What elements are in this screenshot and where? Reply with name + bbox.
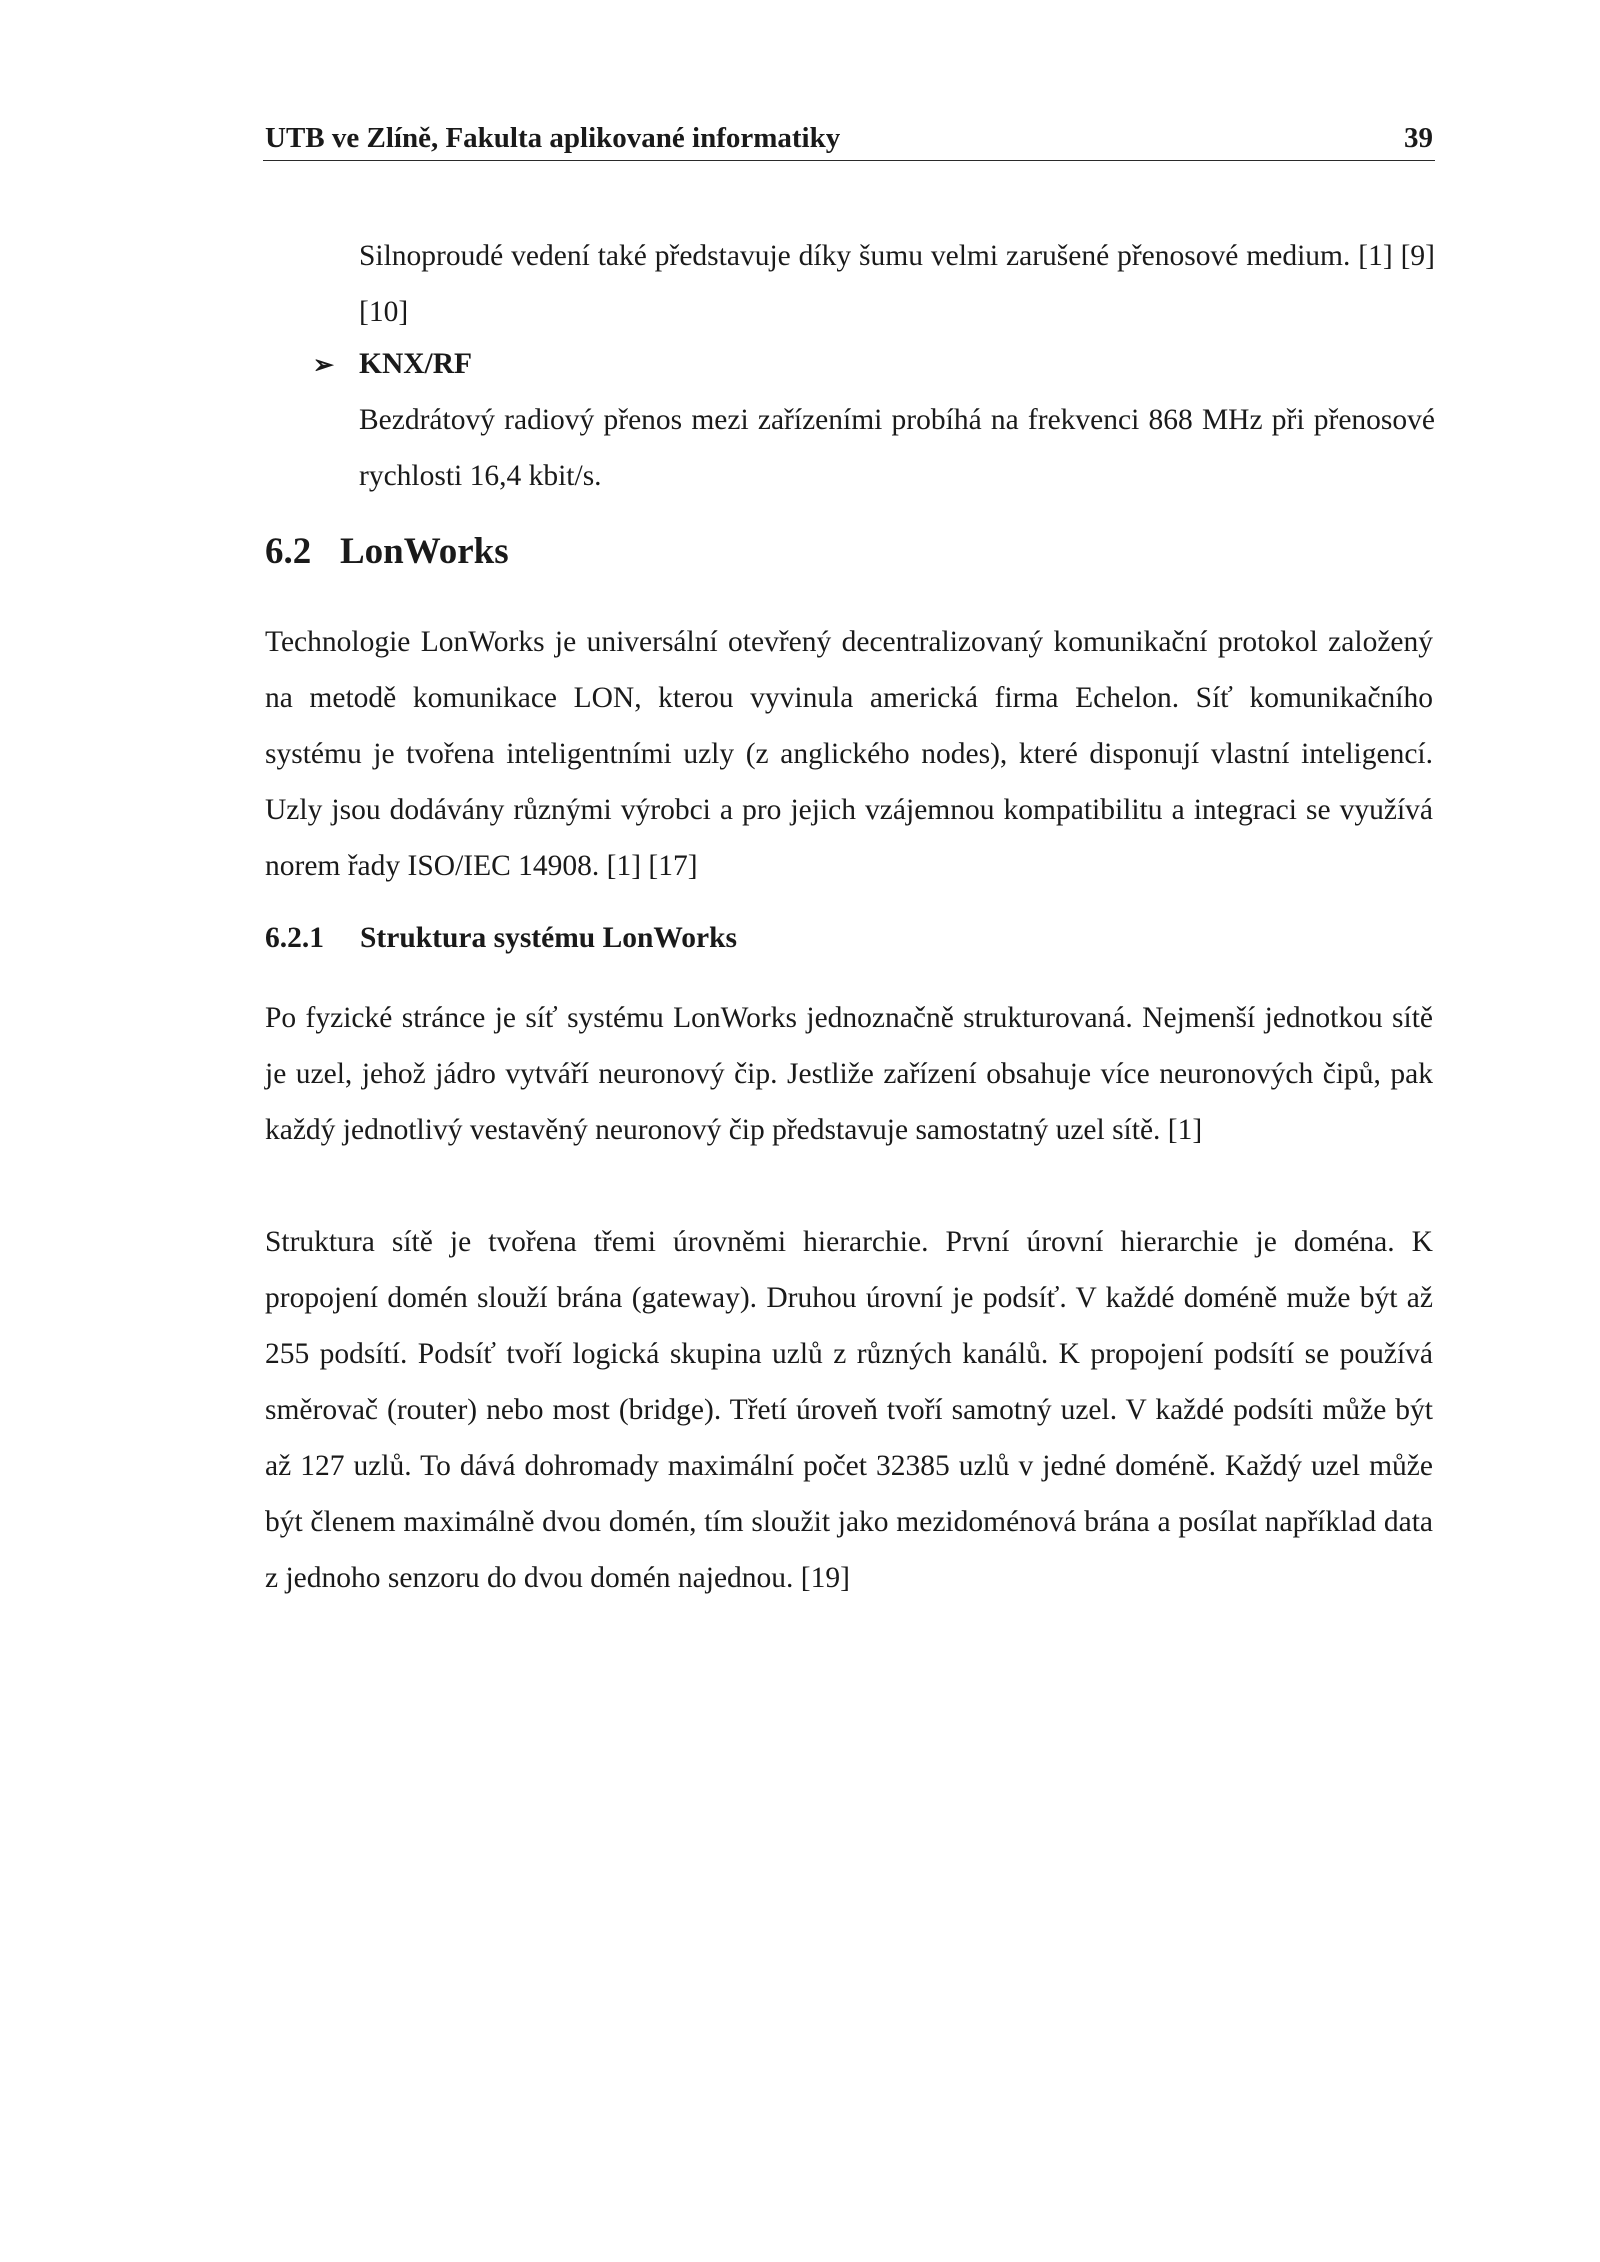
page-number: 39 xyxy=(1404,122,1433,154)
section-title: LonWorks xyxy=(340,531,509,572)
subsection-paragraph-1: Po fyzické stránce je síť systému LonWorks jednoznačně strukturovaná. Nejmenší jednotkou sítě je uzel, jehož jádro vytváří neuronový čip. Jestliže zařízení obsahuje více neuronových čipů, pak každý jednotlivý vestavěný neuronový čip představuje samostatný uzel sítě. [1] xyxy=(265,1002,1433,1146)
section-number: 6.2 xyxy=(265,531,312,572)
bullet-item-knx-rf xyxy=(313,336,472,392)
section-heading xyxy=(265,530,509,573)
header-title: UTB ve Zlíně, Fakulta aplikované informatiky xyxy=(265,122,841,154)
subsection-number: 6.2.1 xyxy=(265,922,324,954)
bullet-label: KNX/RF xyxy=(359,348,473,380)
running-header xyxy=(263,120,1435,161)
subsection-paragraph-2: Struktura sítě je tvořena třemi úrovněmi hierarchie. První úrovní hierarchie je doména. K propojení domén slouží brána (gateway). Druhou úrovní je podsíť. V každé doméně muže být až 255 podsítí. Podsíť tvoří logická skupina uzlů z různých kanálů. K propojení podsítí se používá směrovač (router) nebo most (bridge). Třetí úroveň tvoří samotný uzel. V každé podsíti může být až 127 uzlů. To dává dohromady maximální počet 32385 uzlů v jedné doméně. Každý uzel může být členem maximálně dvou domén, tím sloužit jako mezidoménová brána a posílat například data z jednoho senzoru do dvou domén najednou. [19] xyxy=(265,1226,1433,1594)
continued-paragraph: Silnoproudé vedení také představuje díky šumu velmi zarušené přenosové medium. [1] [9] [10] xyxy=(359,240,1435,328)
arrow-bullet-icon: ➢ xyxy=(313,352,334,379)
subsection-title: Struktura systému LonWorks xyxy=(360,922,738,954)
bullet-description: Bezdrátový radiový přenos mezi zařízeními probíhá na frekvenci 868 MHz při přenosové rychlosti 16,4 kbit/s. xyxy=(359,404,1435,492)
section-paragraph: Technologie LonWorks je universální otevřený decentralizovaný komunikační protokol založený na metodě komunikace LON, kterou vyvinula americká firma Echelon. Síť komunikačního systému je tvořena inteligentními uzly (z anglického nodes), které disponují vlastní inteligencí. Uzly jsou dodávány různými výrobci a pro jejich vzájemnou kompatibilitu a integraci se využívá norem řady ISO/IEC 14908. [1] [17] xyxy=(265,626,1433,882)
subsection-heading xyxy=(265,922,737,955)
